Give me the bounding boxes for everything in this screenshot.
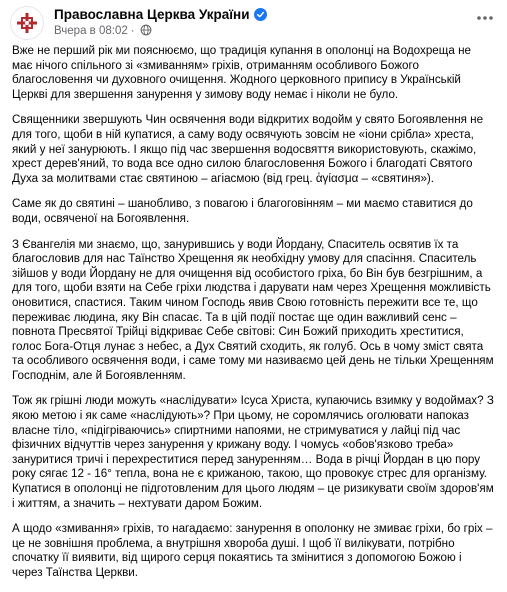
globe-icon[interactable] xyxy=(140,24,152,36)
post-timestamp[interactable]: Вчера в 08:02 xyxy=(54,25,128,37)
post-paragraph: Священники звершують Чин освячення води відкритих водойм у свято Богоявлення не для того, щоби в ній купатися, а саму воду освячують зовсім не «іони срібла» хреста, який у неї занурюють. І якщо під час звершення водосвяття використовують, скажімо, хрест дерев'яний, то вода все одно силою благословення Божого і благодаті Святого Духа за молитвами стає святиною – агіасмою (від грец. ἁγίασμα – «святиня»). xyxy=(12,113,484,185)
post-meta xyxy=(54,24,152,39)
page-name[interactable]: Православна Церква України xyxy=(54,7,250,22)
meta-separator: · xyxy=(130,25,135,37)
post-paragraph: Вже не перший рік ми пояснюємо, що традиція купання в ополонці на Водохреща не має нічого спільного зі «змиванням» гріхів, отриманням особливого Божого благословення чи духовного очищення. Жодного церковного припису в Українській Церкві для звершення занурення у зимову воду немає і ніколи не було. xyxy=(12,44,471,101)
post-header xyxy=(10,6,497,40)
more-options-icon xyxy=(476,15,494,21)
ocu-emblem-icon xyxy=(15,11,39,35)
page-avatar[interactable] xyxy=(10,6,44,40)
post-paragraph: Саме як до святині – шанобливо, з повагою і благоговінням – ми маємо ставитися до води, освяченої на Богоявлення. xyxy=(12,197,473,225)
post-paragraph: А щодо «змивання» гріхів, то нагадаємо: занурення в ополонку не змиває гріхи, бо гріх – це не зовнішня проблема, а внутрішня хвороба душі. І щоб її вилікувати, потрібно спочатку її виявити, від щирого серця покаятись та змінитися з допомогою Божою і через Таїнства Церкви. xyxy=(12,522,493,579)
page-name-link[interactable] xyxy=(54,6,267,23)
post-paragraph: З Євангелія ми знаємо, що, занурившись у води Йордану, Спаситель освятив їх та благословив для нас Таїнство Хрещення як необхідну умову для спасіння. Спаситель зійшов у води Йордану не для очищення від особистого гріха, бо Він був безгрішним, а для того, щоби взяти на Себе гріхи людства і дарувати нам через Хрещення можливість оновитися, спастися. Таким чином Господь явив Свою готовність пережити все те, що переживає людина, яку Він спасає. Та в цій події постає ще один важливий сенс – повнота Пресвятої Трійці відкриває Себе світові: Син Божий приходить хреститися, голос Бога-Отця лунає з небес, а Дух Святий сходить, як голуб. Ось в чому зміст свята та особливого освячення води, і саме тому ми називаємо цей день не тільки Хрещенням Господнім, але й Богоявленням. xyxy=(12,237,494,382)
verified-badge-icon xyxy=(254,8,267,21)
post-body xyxy=(12,44,494,592)
more-options-button[interactable] xyxy=(473,8,497,28)
post-paragraph: Тож як грішні люди можуть «наслідувати» Ісуса Христа, купаючись взимку у водоймах? З якою метою і як саме «наслідують»? При цьому, не соромлячись оголювати напоказ власне тіло, «підігріваючись» спиртними напоями, не стримуватися у лайці під час фізичних відчуттів через занурення у крижану воду. І чомусь «обов'язково треба» зануритися тричі і перехреститися перед зануренням… Вода в річці Йордан в цю пору року сягає 12 - 16° тепла, вона не є крижаною, такою, що провокує стрес для організму. Купатися в ополонці не підготовленим для цього людям – це ризикувати своїм здоров'ям і життям, а значить – нехтувати даром Божим. xyxy=(12,394,494,510)
